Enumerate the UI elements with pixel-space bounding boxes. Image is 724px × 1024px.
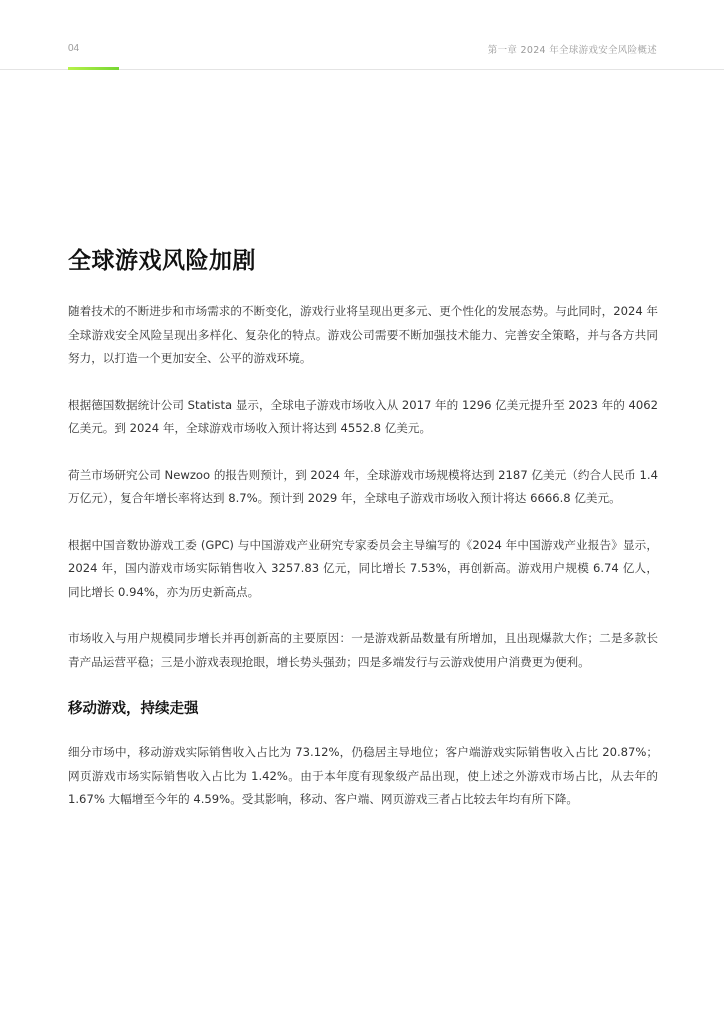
page-number: 04	[68, 43, 80, 54]
paragraph-gpc-report: 根据中国音数协游戏工委 (GPC) 与中国游戏产业研究专家委员会主导编写的《2024 年中国游戏产业报告》显示，2024 年，国内游戏市场实际销售收入 3257.83 亿元，同比增长 7.53%，再创新高。游戏用户规模 6.74 亿人，同比增长 0.94%，亦为历史新高点。	[68, 537, 658, 599]
paragraph-growth-reasons: 市场收入与用户规模同步增长并再创新高的主要原因：一是游戏新品数量有所增加，且出现爆款大作；二是多款长青产品运营平稳；三是小游戏表现抢眼，增长势头强劲；四是多端发行与云游戏使用户消费更为便利。	[68, 631, 658, 669]
section-title: 全球游戏风险加剧	[68, 248, 256, 274]
page-content	[68, 244, 658, 812]
paragraph-mobile-share: 细分市场中，移动游戏实际销售收入占比为 73.12%，仍稳居主导地位；客户端游戏实际销售收入占比 20.87%；网页游戏市场实际销售收入占比为 1.42%。由于本年度有现象级产品出现，使上述之外游戏市场占比，从去年的 1.67% 大幅增至今年的 4.59%。受其影响，移动、客户端、网页游戏三者占比较去年均有所下降。	[68, 745, 658, 806]
paragraph-intro: 随着技术的不断进步和市场需求的不断变化，游戏行业将呈现出更多元、更个性化的发展态势。与此同时，2024 年全球游戏安全风险呈现出多样化、复杂化的特点。游戏公司需要不断加强技术能力、完善安全策略，并与各方共同努力，以打造一个更加安全、公平的游戏环境。	[68, 304, 658, 365]
accent-bar	[68, 67, 119, 70]
page-header	[0, 0, 724, 72]
paragraph-newzoo: 荷兰市场研究公司 Newzoo 的报告则预计，到 2024 年，全球游戏市场规模将达到 2187 亿美元（约合人民币 1.4 万亿元），复合年增长率将达到 8.7%。预计到 2029 年，全球电子游戏市场收入预计将达 6666.8 亿美元。	[68, 467, 658, 505]
subsection-title: 移动游戏，持续走强	[68, 701, 199, 717]
paragraph-statista: 根据德国数据统计公司 Statista 显示，全球电子游戏市场收入从 2017 年的 1296 亿美元提升至 2023 年的 4062 亿美元。到 2024 年，全球游戏市场收入预计将达到 4552.8 亿美元。	[68, 397, 658, 435]
chapter-title: 第一章 2024 年全球游戏安全风险概述	[487, 45, 657, 56]
